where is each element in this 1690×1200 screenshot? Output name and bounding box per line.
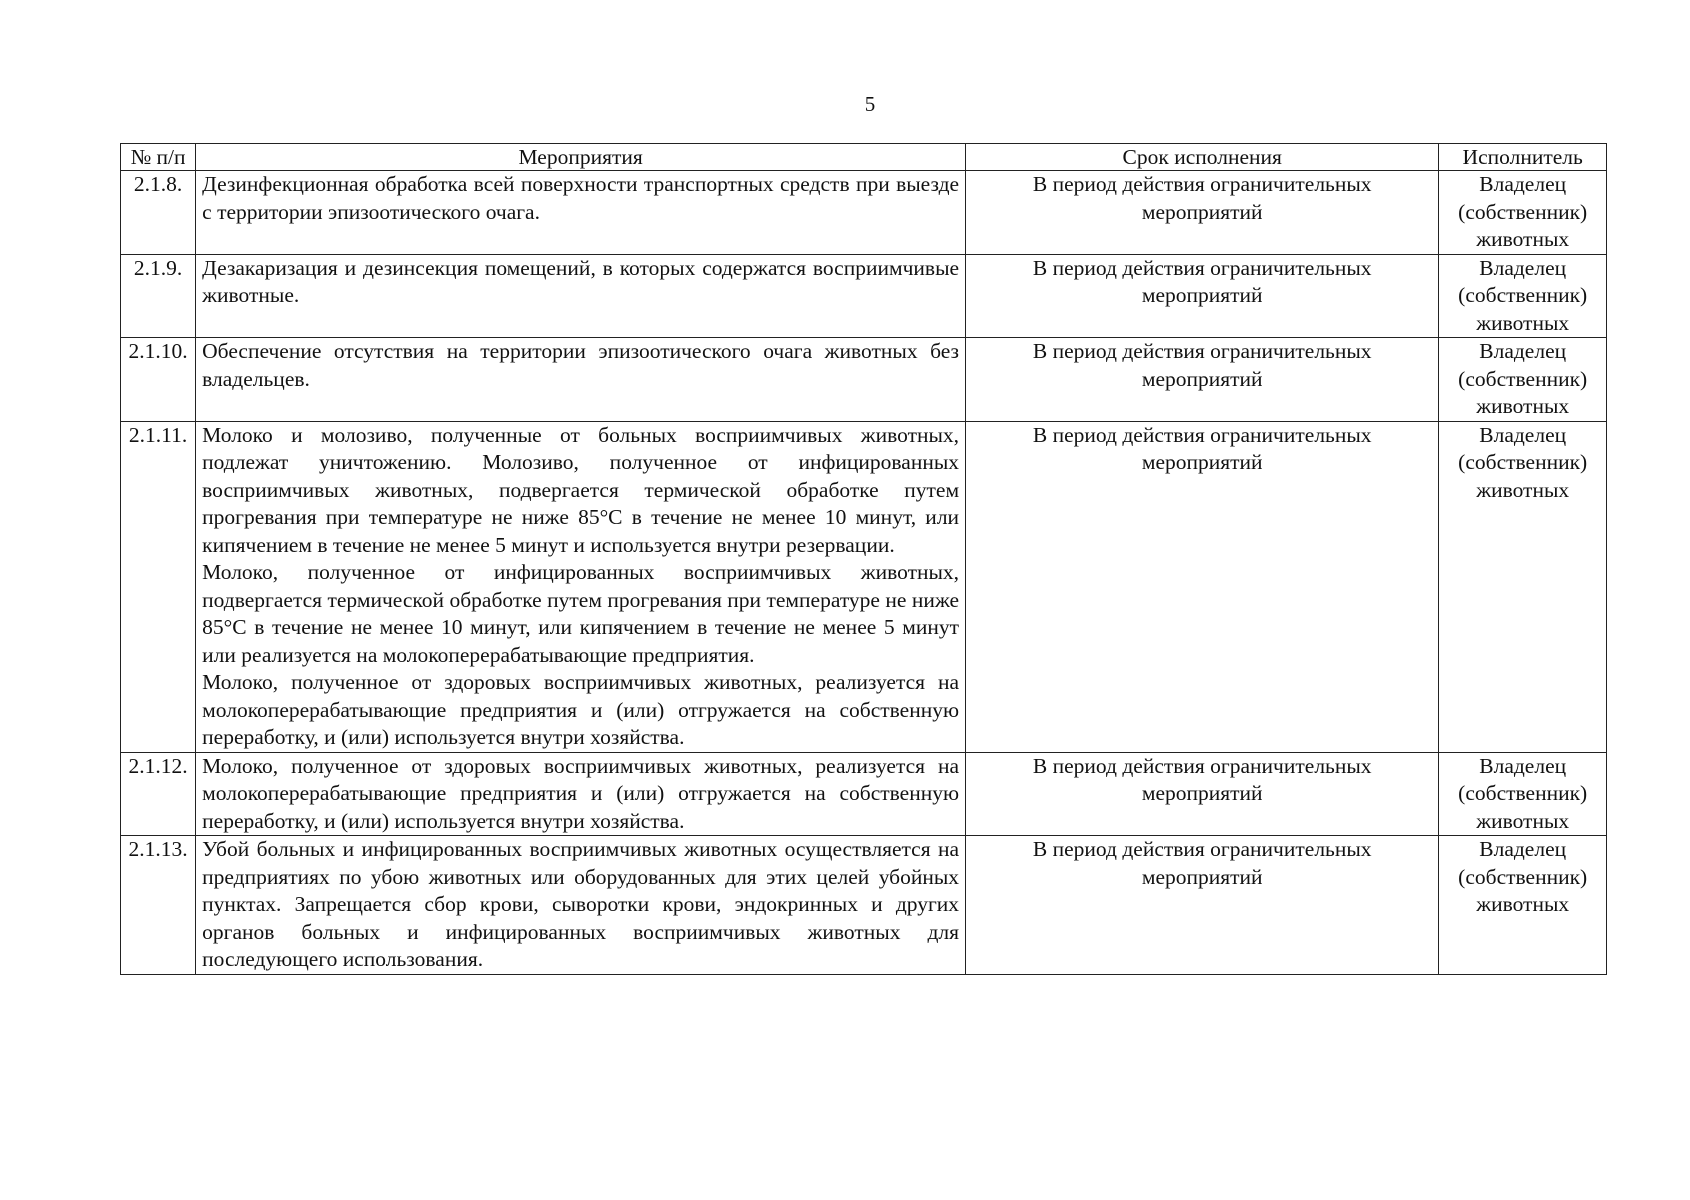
page-number: 5 [864, 92, 876, 116]
row-executor: Владелец (собственник) животных [1439, 752, 1607, 836]
action-paragraph: Обеспечение отсутствия на территории эпизоотического очага животных без владельцев. [202, 339, 960, 391]
row-number: 2.1.10. [121, 338, 196, 422]
action-paragraph: Дезакаризация и дезинсекция помещений, в которых содержатся восприимчивые животные. [202, 255, 960, 307]
header-term: Срок исполнения [966, 144, 1439, 171]
row-executor: Владелец (собственник) животных [1439, 254, 1607, 338]
row-action [196, 338, 966, 422]
measures-table [120, 143, 1607, 975]
table-row [121, 836, 1607, 975]
header-num: № п/п [121, 144, 196, 171]
row-number: 2.1.12. [121, 752, 196, 836]
row-executor: Владелец (собственник) животных [1439, 171, 1607, 255]
row-number: 2.1.13. [121, 836, 196, 975]
row-action [196, 421, 966, 752]
row-executor: Владелец (собственник) животных [1439, 421, 1607, 752]
row-term: В период действия ограничительных мероприятий [966, 254, 1439, 338]
action-paragraph: Убой больных и инфицированных восприимчивых животных осуществляется на предприятиях по убою животных или оборудованных для этих целей убойных пунктах. Запрещается сбор крови, сыворотки крови, эндокринных и других органов больных и инфицированных восприимчивых животных для последующего использования. [202, 837, 960, 971]
table-row [121, 254, 1607, 338]
row-number: 2.1.9. [121, 254, 196, 338]
row-term: В период действия ограничительных мероприятий [966, 752, 1439, 836]
action-paragraph: Молоко и молозиво, полученные от больных восприимчивых животных, подлежат уничтожению. Молозиво, полученное от инфицированных восприимчивых животных, подвергается термической обработке путем прогревания при температуре не ниже 85°С в течение не менее 10 минут, или кипячением в течение не менее 5 минут и используется внутри резервации. [202, 422, 960, 557]
row-term: В период действия ограничительных мероприятий [966, 836, 1439, 975]
row-action [196, 254, 966, 338]
action-paragraph: Молоко, полученное от инфицированных восприимчивых животных, подвергается термической обработке путем прогревания при температуре не ниже 85°С в течение не менее 10 минут, или кипячением в течение не менее 5 минут или реализуется на молокоперерабатывающие предприятия. [202, 560, 960, 667]
table-header-row [121, 144, 1607, 171]
table-row [121, 752, 1607, 836]
row-action [196, 836, 966, 975]
table-row [121, 171, 1607, 255]
action-paragraph: Дезинфекционная обработка всей поверхности транспортных средств при выезде с территории эпизоотического очага. [202, 172, 960, 224]
row-action [196, 752, 966, 836]
table-row [121, 338, 1607, 422]
row-term: В период действия ограничительных мероприятий [966, 171, 1439, 255]
row-executor: Владелец (собственник) животных [1439, 836, 1607, 975]
row-term: В период действия ограничительных мероприятий [966, 421, 1439, 752]
action-paragraph: Молоко, полученное от здоровых восприимчивых животных, реализуется на молокоперерабатывающие предприятия и (или) отгружается на собственную переработку, и (или) используется внутри хозяйства. [202, 670, 960, 749]
header-executor: Исполнитель [1439, 144, 1607, 171]
header-action: Мероприятия [196, 144, 966, 171]
row-term: В период действия ограничительных мероприятий [966, 338, 1439, 422]
action-paragraph: Молоко, полученное от здоровых восприимчивых животных, реализуется на молокоперерабатывающие предприятия и (или) отгружается на собственную переработку, и (или) используется внутри хозяйства. [202, 753, 960, 833]
row-number: 2.1.11. [121, 421, 196, 752]
row-executor: Владелец (собственник) животных [1439, 338, 1607, 422]
table-row [121, 421, 1607, 752]
row-action [196, 171, 966, 255]
row-number: 2.1.8. [121, 171, 196, 255]
